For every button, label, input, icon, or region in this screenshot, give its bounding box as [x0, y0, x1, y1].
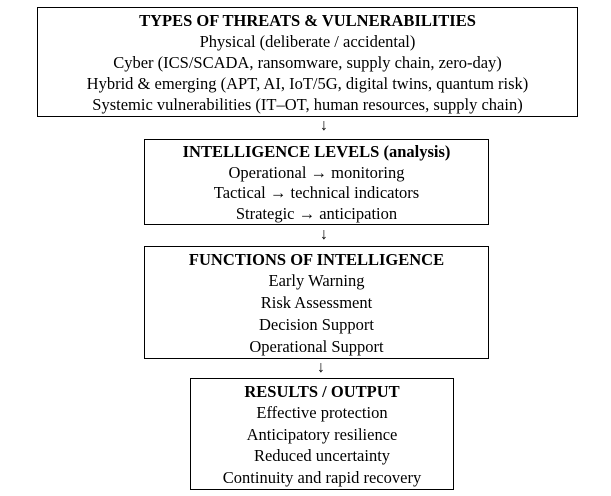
box-line: Anticipatory resilience [246, 424, 398, 444]
results-output-box [190, 378, 454, 490]
box-title: TYPES OF THREATS & VULNERABILITIES [139, 11, 476, 30]
box-title: INTELLIGENCE LEVELS (analysis) [182, 142, 451, 161]
box-line: Strategic → anticipation [235, 203, 398, 223]
box-line: Cyber (ICS/SCADA, ransomware, supply chain, zero-day) [113, 53, 502, 72]
box-line: Operational → monitoring [228, 162, 405, 182]
box-line: Tactical → technical indicators [213, 183, 420, 202]
box-line: Operational Support [249, 337, 384, 356]
functions-of-intelligence-box [144, 246, 489, 359]
down-arrow-icon: ↓ [320, 117, 328, 134]
box-title: RESULTS / OUTPUT [244, 382, 400, 401]
box-line: Continuity and rapid recovery [222, 467, 422, 487]
intelligence-levels-box [144, 139, 489, 225]
box-line: Risk Assessment [260, 293, 373, 312]
box-line: Effective protection [256, 403, 388, 422]
down-arrow-icon: ↓ [317, 359, 325, 376]
box-line: Systemic vulnerabilities (IT–OT, human resources, supply chain) [92, 95, 523, 114]
box-line: Reduced uncertainty [253, 446, 391, 465]
box-line: Hybrid & emerging (APT, AI, IoT/5G, digital twins, quantum risk) [86, 74, 529, 93]
threats-vulnerabilities-box [37, 7, 578, 117]
box-title: FUNCTIONS OF INTELLIGENCE [188, 250, 445, 269]
box-line: Early Warning [268, 271, 365, 290]
box-line: Decision Support [258, 315, 375, 334]
down-arrow-icon: ↓ [320, 226, 328, 243]
box-line: Physical (deliberate / accidental) [199, 32, 416, 51]
